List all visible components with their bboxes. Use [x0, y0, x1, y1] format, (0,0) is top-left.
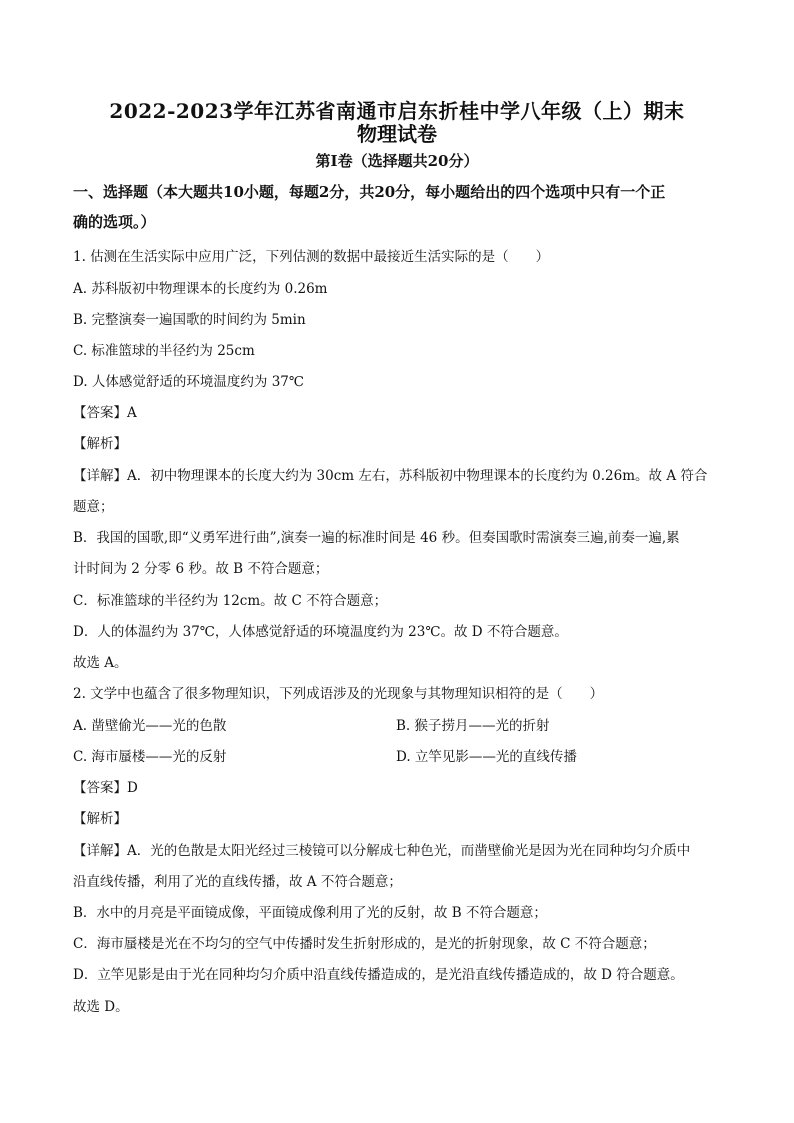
exam-title: 2022-2023学年江苏省南通市启东折桂中学八年级（上）期末: [109, 99, 685, 123]
section-heading: 第Ⅰ卷（选择题共20分）: [315, 152, 479, 170]
q1-explanation-line: 故选 A。: [73, 655, 128, 671]
q1-option-c: C. 标准篮球的半径约为 25cm: [73, 343, 255, 359]
q2-explanation-line: 沿直线传播，利用了光的直线传播，故 A 不符合题意；: [73, 874, 402, 890]
q2-explanation-line: 故选 D。: [73, 999, 129, 1015]
q1-explanation-line: 计时间为 2 分零 6 秒。故 B 不符合题意；: [73, 561, 329, 577]
exam-subject: 物理试卷: [357, 122, 437, 146]
q2-explanation-line: 【详解】A．光的色散是太阳光经过三棱镜可以分解成七种色光，而凿壁偷光是因为光在同种均匀介质中: [73, 843, 691, 859]
q2-option-d: D. 立竿见影——光的直线传播: [396, 749, 577, 765]
q1-stem: 1. 估测在生活实际中应用广泛，下列估测的数据中最接近生活实际的是（ ）: [73, 249, 550, 265]
q2-option-a: A. 凿壁偷光——光的色散: [73, 718, 227, 734]
instructions-line-1: 一、选择题（本大题共10小题，每题2分，共20分，每小题给出的四个选项中只有一个正: [73, 183, 666, 201]
q1-explanation-line: D．人的体温约为 37℃，人体感觉舒适的环境温度约为 23℃。故 D 不符合题意。: [73, 624, 568, 640]
q1-option-a: A. 苏科版初中物理课本的长度约为 0.26m: [73, 281, 328, 297]
q2-option-c: C. 海市蜃楼——光的反射: [73, 749, 227, 765]
q1-explanation-line: B．我国的国歌,即“义勇军进行曲”,演奏一遍的标准时间是 46 秒。但奏国歌时需演奏三遍,前奏一遍,累: [73, 530, 680, 546]
q1-option-d: D. 人体感觉舒适的环境温度约为 37℃: [73, 374, 304, 390]
q1-option-b: B. 完整演奏一遍国歌的时间约为 5min: [73, 312, 306, 328]
q1-explanation-line: 题意；: [73, 499, 114, 515]
q2-stem: 2. 文学中也蕴含了很多物理知识，下列成语涉及的光现象与其物理知识相符的是（ ）: [73, 686, 604, 702]
q2-answer: 【答案】D: [73, 780, 138, 796]
q2-analysis-label: 【解析】: [73, 811, 127, 827]
q2-explanation-line: C．海市蜃楼是光在不均匀的空气中传播时发生折射形成的，是光的折射现象，故 C 不符合题意；: [73, 936, 656, 952]
q2-explanation-line: B．水中的月亮是平面镜成像，平面镜成像利用了光的反射，故 B 不符合题意；: [73, 905, 547, 921]
instructions-line-2: 确的选项。）: [73, 213, 156, 231]
q2-explanation-line: D．立竿见影是由于光在同种均匀介质中沿直线传播造成的，是光沿直线传播造成的，故 D 符合题意。: [73, 967, 684, 983]
q1-explanation-line: 【详解】A．初中物理课本的长度大约为 30cm 左右，苏科版初中物理课本的长度约为 0.26m。故 A 符合: [73, 468, 708, 484]
q2-option-b: B. 猴子捞月——光的折射: [396, 718, 550, 734]
q1-answer: 【答案】A: [73, 405, 137, 421]
q1-explanation-line: C．标准篮球的半径约为 12cm。故 C 不符合题意；: [73, 593, 388, 609]
q1-analysis-label: 【解析】: [73, 436, 127, 452]
